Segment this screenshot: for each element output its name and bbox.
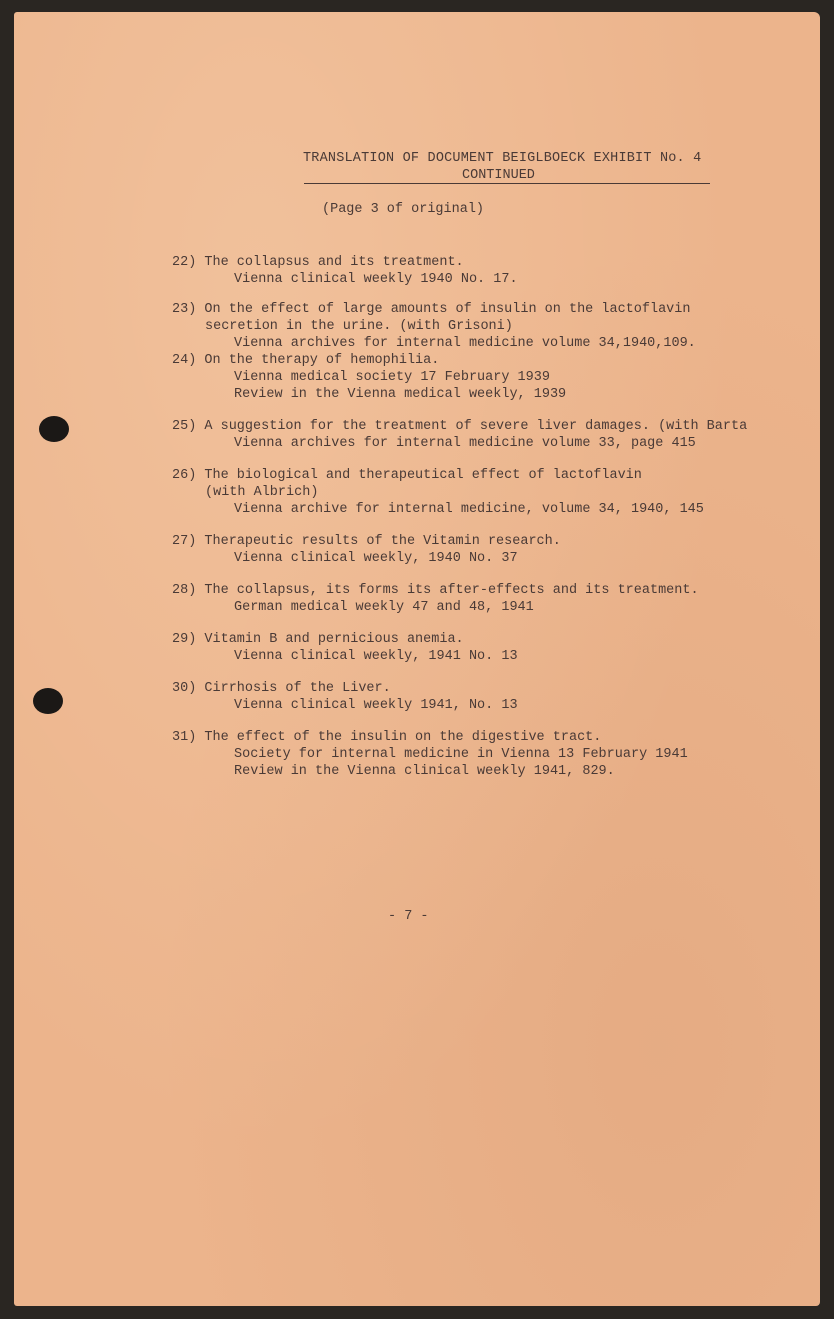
- reference-heading: 23) On the effect of large amounts of insulin on the lactoflavin: [172, 302, 691, 317]
- reference-citation: Vienna clinical weekly, 1941 No. 13: [234, 649, 518, 664]
- reference-citation: Vienna clinical weekly 1940 No. 17.: [234, 272, 518, 287]
- document-page: [14, 12, 820, 1306]
- reference-heading: 29) Vitamin B and pernicious anemia.: [172, 632, 464, 647]
- punch-hole-top: [39, 416, 69, 442]
- reference-heading: 31) The effect of the insulin on the digestive tract.: [172, 730, 602, 745]
- reference-heading: 25) A suggestion for the treatment of severe liver damages. (with Barta: [172, 419, 748, 434]
- page-number: - 7 -: [388, 909, 429, 924]
- reference-heading: 27) Therapeutic results of the Vitamin research.: [172, 534, 561, 549]
- reference-item: [172, 533, 812, 567]
- document-title: TRANSLATION OF DOCUMENT BEIGLBOECK EXHIBIT No. 4: [303, 151, 702, 166]
- reference-heading: 30) Cirrhosis of the Liver.: [172, 681, 391, 696]
- reference-citation: Society for internal medicine in Vienna 13 February 1941: [234, 747, 688, 762]
- reference-citation: Vienna clinical weekly 1941, No. 13: [234, 698, 518, 713]
- document-subtitle: CONTINUED: [462, 168, 535, 183]
- reference-citation: Review in the Vienna medical weekly, 1939: [234, 387, 567, 402]
- reference-item: [172, 631, 812, 665]
- reference-item: [172, 680, 812, 714]
- reference-heading: 22) The collapsus and its treatment.: [172, 255, 464, 270]
- reference-item: [172, 467, 812, 518]
- page-of-original: (Page 3 of original): [322, 202, 485, 217]
- reference-item: [172, 418, 812, 452]
- reference-heading: 26) The biological and therapeutical effect of lactoflavin: [172, 468, 642, 483]
- reference-heading-cont: secretion in the urine. (with Grisoni): [205, 319, 513, 334]
- reference-citation: Vienna archives for internal medicine volume 33, page 415: [234, 436, 696, 451]
- reference-item: [172, 352, 812, 403]
- reference-citation: Review in the Vienna clinical weekly 1941, 829.: [234, 764, 615, 779]
- header-underline: [304, 183, 710, 184]
- reference-item: [172, 254, 812, 288]
- reference-heading: 28) The collapsus, its forms its after-effects and its treatment.: [172, 583, 699, 598]
- reference-list: [172, 254, 812, 780]
- reference-item: [172, 729, 812, 780]
- reference-citation: Vienna archive for internal medicine, volume 34, 1940, 145: [234, 502, 704, 517]
- reference-citation: Vienna archives for internal medicine volume 34,1940,109.: [234, 336, 696, 351]
- reference-item: [172, 301, 812, 352]
- reference-citation: Vienna medical society 17 February 1939: [234, 370, 550, 385]
- punch-hole-bottom: [33, 688, 63, 714]
- reference-citation: Vienna clinical weekly, 1940 No. 37: [234, 551, 518, 566]
- reference-heading-cont: (with Albrich): [205, 485, 319, 500]
- reference-item: [172, 582, 812, 616]
- reference-heading: 24) On the therapy of hemophilia.: [172, 353, 440, 368]
- reference-citation: German medical weekly 47 and 48, 1941: [234, 600, 534, 615]
